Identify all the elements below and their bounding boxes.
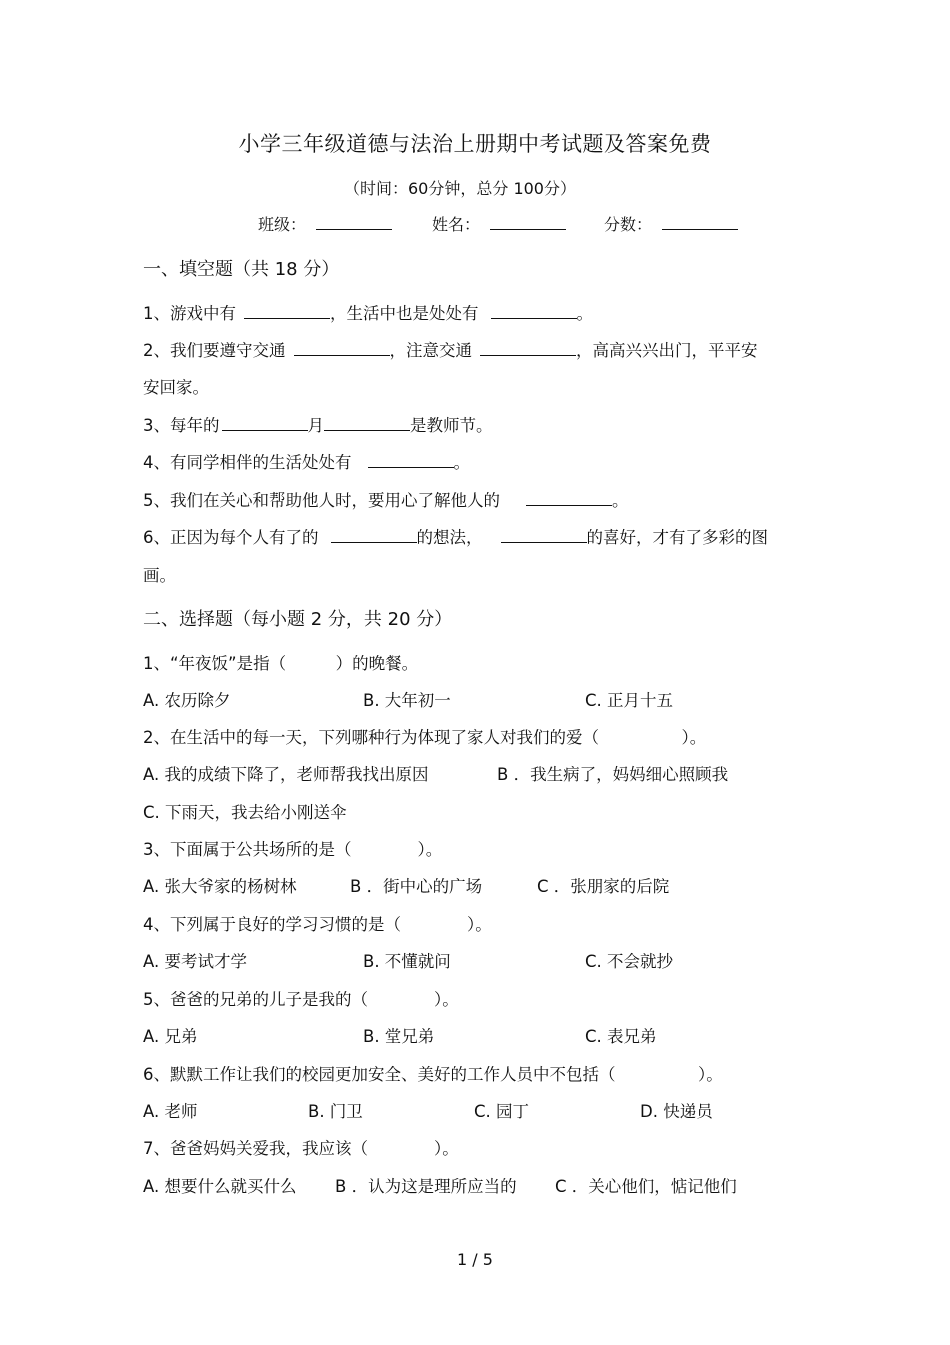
class-label: 班级： bbox=[258, 215, 307, 234]
answer-blank[interactable] bbox=[368, 450, 454, 468]
fill-question-2-cont: 安回家。 bbox=[143, 378, 209, 397]
score-blank[interactable] bbox=[662, 213, 738, 230]
fill-question-6: 6、正因为每个人有了的 的想法， 的喜好，才有了多彩的图 bbox=[143, 524, 768, 548]
choice-3-option-c[interactable]: C ．张朋家的后院 bbox=[537, 877, 670, 896]
choice-5-option-b[interactable]: B. 堂兄弟 bbox=[363, 1027, 435, 1046]
fill-question-2: 2、我们要遵守交通 ，注意交通 ，高高兴兴出门，平平安 bbox=[143, 337, 758, 361]
choice-2-option-a[interactable]: A. 我的成绩下降了，老师帮我找出原因 bbox=[143, 765, 429, 784]
choice-1-option-c[interactable]: C. 正月十五 bbox=[585, 691, 674, 710]
choice-question-5: 5、爸爸的兄弟的儿子是我的（ ）。 bbox=[143, 990, 459, 1009]
choice-2-option-b[interactable]: B ．我生病了，妈妈细心照顾我 bbox=[497, 765, 729, 784]
document-title: 小学三年级道德与法治上册期中考试题及答案免费 bbox=[238, 132, 712, 156]
answer-blank[interactable] bbox=[491, 301, 577, 319]
answer-blank[interactable] bbox=[324, 413, 410, 431]
page-number: 1 / 5 bbox=[457, 1250, 493, 1269]
choice-question-4: 4、下列属于良好的学习习惯的是（ ）。 bbox=[143, 915, 492, 934]
choice-question-1: 1、“年夜饭”是指（ ）的晚餐。 bbox=[143, 654, 419, 673]
answer-blank[interactable] bbox=[526, 488, 612, 506]
fill-question-4: 4、有同学相伴的生活处处有 。 bbox=[143, 449, 470, 473]
answer-blank[interactable] bbox=[222, 413, 308, 431]
choice-7-option-b[interactable]: B ．认为这是理所应当的 bbox=[335, 1177, 517, 1196]
choice-4-option-a[interactable]: A. 要考试才学 bbox=[143, 952, 247, 971]
choice-5-option-c[interactable]: C. 表兄弟 bbox=[585, 1027, 657, 1046]
class-field bbox=[258, 212, 392, 235]
section-choice-heading: 二、选择题（每小题 2 分，共 20 分） bbox=[143, 609, 453, 630]
answer-blank[interactable] bbox=[244, 301, 330, 319]
choice-1-option-b[interactable]: B. 大年初一 bbox=[363, 691, 451, 710]
choice-6-option-d[interactable]: D. 快递员 bbox=[640, 1102, 713, 1121]
score-label: 分数： bbox=[604, 215, 653, 234]
class-blank[interactable] bbox=[316, 213, 392, 230]
choice-1-option-a[interactable]: A. 农历除夕 bbox=[143, 691, 231, 710]
choice-7-option-a[interactable]: A. 想要什么就买什么 bbox=[143, 1177, 297, 1196]
fill-question-3: 3、每年的 月 是教师节。 bbox=[143, 412, 493, 436]
exam-subtitle: （时间：60分钟，总分 100分） bbox=[344, 179, 576, 198]
choice-question-3: 3、下面属于公共场所的是（ ）。 bbox=[143, 840, 443, 859]
answer-blank[interactable] bbox=[480, 338, 576, 356]
answer-blank[interactable] bbox=[331, 525, 417, 543]
choice-7-option-c[interactable]: C ．关心他们，惦记他们 bbox=[555, 1177, 737, 1196]
choice-4-option-b[interactable]: B. 不懂就问 bbox=[363, 952, 451, 971]
choice-6-option-b[interactable]: B. 门卫 bbox=[308, 1102, 363, 1121]
choice-question-6: 6、默默工作让我们的校园更加安全、美好的工作人员中不包括（ ）。 bbox=[143, 1065, 723, 1084]
name-field bbox=[432, 212, 566, 235]
fill-question-6-cont: 画。 bbox=[143, 566, 176, 585]
name-label: 姓名： bbox=[432, 215, 481, 234]
choice-4-option-c[interactable]: C. 不会就抄 bbox=[585, 952, 674, 971]
answer-blank[interactable] bbox=[294, 338, 390, 356]
name-blank[interactable] bbox=[490, 213, 566, 230]
choice-question-7: 7、爸爸妈妈关爱我，我应该（ ）。 bbox=[143, 1139, 459, 1158]
choice-2-option-c[interactable]: C. 下雨天，我去给小刚送伞 bbox=[143, 803, 347, 822]
choice-3-option-b[interactable]: B ．街中心的广场 bbox=[350, 877, 483, 896]
score-field bbox=[604, 212, 738, 235]
choice-5-option-a[interactable]: A. 兄弟 bbox=[143, 1027, 198, 1046]
choice-3-option-a[interactable]: A. 张大爷家的杨树林 bbox=[143, 877, 297, 896]
choice-question-2: 2、在生活中的每一天，下列哪种行为体现了家人对我们的爱（ ）。 bbox=[143, 728, 707, 747]
fill-question-1: 1、游戏中有 ，生活中也是处处有 。 bbox=[143, 300, 593, 324]
choice-6-option-c[interactable]: C. 园丁 bbox=[474, 1102, 530, 1121]
answer-blank[interactable] bbox=[501, 525, 587, 543]
choice-6-option-a[interactable]: A. 老师 bbox=[143, 1102, 198, 1121]
fill-question-5: 5、我们在关心和帮助他人时，要用心了解他人的 。 bbox=[143, 487, 629, 511]
section-fill-in-heading: 一、填空题（共 18 分） bbox=[143, 259, 340, 280]
